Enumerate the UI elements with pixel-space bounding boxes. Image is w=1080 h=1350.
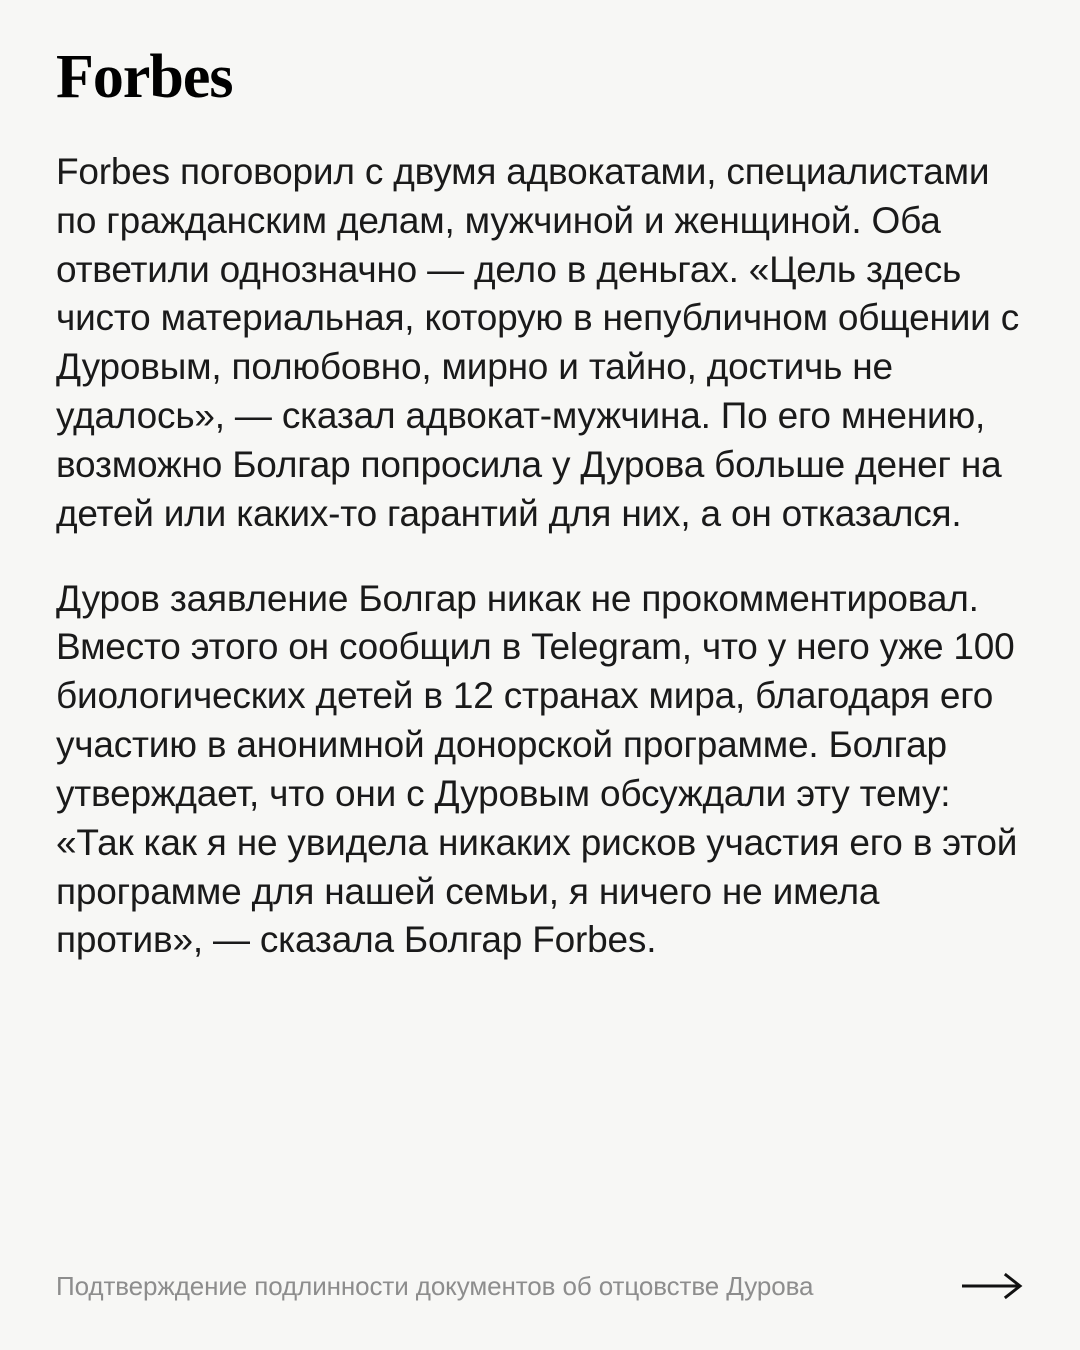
- footer-caption: Подтверждение подлинности документов об отцовстве Дурова: [56, 1270, 814, 1301]
- article-paragraph: Дуров заявление Болгар никак не прокомментировал. Вместо этого он сообщил в Telegram, что у него уже 100 биологических детей в 12 странах мира, благодаря его участию в анонимной донорской программе. Болгар утверждает, что они с Дуровым обсуждали эту тему: «Так как я не увидела никаких рисков участия его в этой программе для нашей семьи, я ничего не имела против», — сказала Болгар Forbes.: [56, 577, 1018, 961]
- forbes-logo: Forbes: [56, 43, 233, 111]
- article-paragraph: Forbes поговорил с двумя адвокатами, специалистами по гражданским делам, мужчиной и женщиной. Оба ответили однозначно — дело в деньгах. «Цель здесь чисто материальная, которую в непубличном общении с Дуровым, полюбовно, мирно и тайно, достичь не удалось», — сказал адвокат-мужчина. По его мнению, возможно Болгар попросила у Дурова больше денег на детей или каких-то гарантий для них, а он отказался.: [56, 151, 1020, 534]
- footer-bar: [56, 1270, 1024, 1303]
- arrow-right-icon[interactable]: [962, 1271, 1024, 1301]
- article-body: [56, 148, 1024, 1350]
